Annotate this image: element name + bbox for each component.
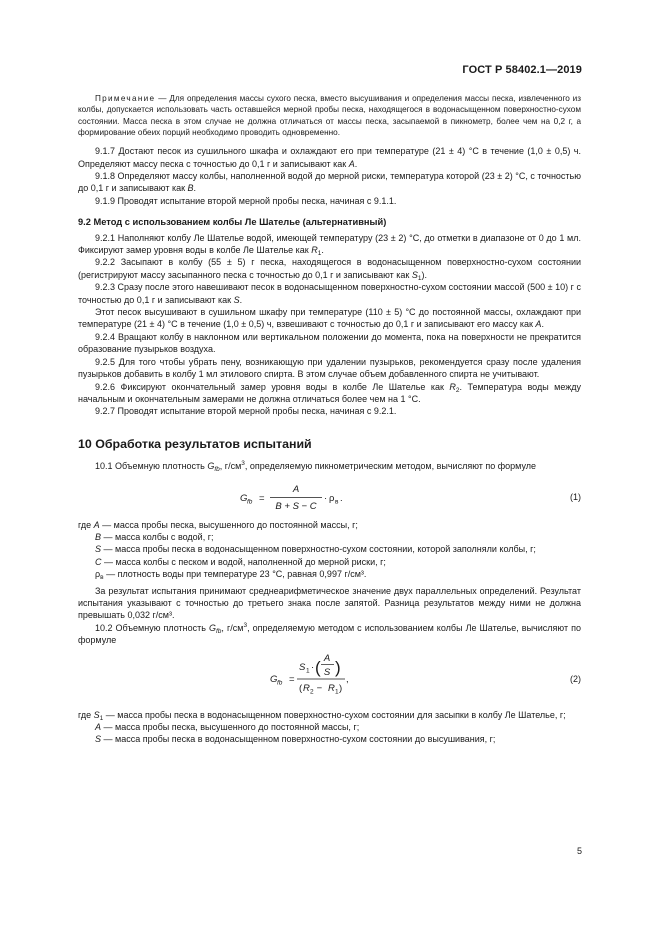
eq1-numerator: A [292,483,300,495]
def-1-s: S — масса пробы песка в водонасыщенном поверхностно-сухом состоянии, которой заполняли колбы, г; [95,544,536,555]
def-1-a: где A — масса пробы песка, высушенного до постоянной массы, г; [78,519,358,530]
eq2-lparen: ( [315,657,321,677]
def-1-c: C — масса колбы с песком и водой, наполненной до мерной риски, г; [95,556,386,567]
definitions-2 [78,709,581,746]
eq2-lhs-sub: fb [277,679,283,687]
eq1-rho: ρ [329,492,335,504]
eq2-dot: · [311,661,315,673]
def-2-s1: где $S_1$ — масса пробы песка в водонасыщенном поверхностно-сухом состоянии для засыпки в колбу Ле Шателье, г; [78,709,566,722]
eq2-inner-den: S [323,666,331,678]
eq2-r1: R [328,682,335,694]
def-2-a: A — масса пробы песка, высушенного до постоянной массы, г; [95,722,360,732]
clause-9-2-1: 9.2.1 Наполняют колбу Ле Шателье водой, имеющей температуру (23 ± 2) °С, до отметки в диапазоне от 0 до 1 мл. Фиксируют замер уровня воды в колбе Ле Шателье как $R_1$. [78,232,581,258]
eq2-r2-sub: 2 [310,688,314,696]
eq2-lhs-var: G [270,673,278,685]
formula-1-graphic [78,477,581,517]
formula-2 [78,649,581,705]
def-2-s: S — масса пробы песка в водонасыщенном поверхностно-сухом состоянии до высушивания, г; [95,734,496,745]
clause-9-2-4: 9.2.4 Вращают колбу в наклонном или вертикальном положении до момента, пока на поверхности не прекратится образование пузырьков воздуха. [78,331,581,355]
main-content [78,93,581,746]
eq2-inner-num: A [323,652,331,664]
formula-2-graphic [78,649,581,705]
eq2-s1-sub: 1 [306,667,310,675]
clause-9-2-7: 9.2.7 Проводят испытание второй мерной пробы песка, начиная с 9.2.1. [95,406,397,417]
formula-1 [78,477,581,517]
section-9-2-heading: 9.2 Метод с использованием колбы Ле Шателье (альтернативный) [78,217,387,228]
note-label: Примечание [95,94,156,103]
eq1-equals: = [259,492,265,504]
eq1-denominator: B + S − C [275,500,317,512]
document-code: ГОСТ Р 58402.1—2019 [462,64,582,76]
section-10-heading: 10 Обработка результатов испытаний [78,436,312,451]
eq1-tail: . [340,492,343,504]
formula-1-number: (1) [570,491,581,502]
eq2-den-rparen: ) [339,682,343,694]
eq2-r2: R [303,682,310,694]
eq1-multiply: · [324,492,328,504]
clause-9-2-2: 9.2.2 Засыпают в колбу (55 ± 5) г песка, находящегося в водонасыщенном поверхностно-сухом состоянии (регистрируют массу засыпанного песка с точностью до 0,1 г и записывают как $S_1$). [78,257,581,282]
clause-9-1-8: 9.1.8 Определяют массу колбы, наполненной водой до мерной риски, температура которой (23 ± 2) °С, с точностью до 0,1 г и записывают как B. [78,171,581,194]
clause-9-1-7: 9.1.7 Достают песок из сушильного шкафа и охлаждают его при температуре (21 ± 4) °С в течение (1,0 ± 0,5) ч. Определяют массу песка с точностью до 0,1 г и записывают как A. [78,146,581,169]
note-text: — Для определения массы сухого песка, вместо высушивания и определения массы песка, извлеченного из колбы, допускается использовать часть оставшейся мерной пробы песка, находящегося в водонасыщенном поверхностно-сухом состоянии. Масса песка в этом случае не должна отличаться от массы песка, засыпаемой в пикнометр, более чем на 0,2 г, а формирование обеих порций необходимо проводить одновременно. [78,94,581,137]
formula-2-number: (2) [570,673,581,684]
eq1-lhs-sub: fb [247,498,253,506]
eq2-rparen: ) [335,657,341,677]
result-paragraph: За результат испытания принимают среднеарифметическое значение двух параллельных определений. Результат испытания указывают с точностью до третьего знака после запятой. Разница результатов между ними не должна превышать 0,032 г/см³. [78,585,581,621]
note-paragraph [78,93,581,138]
eq2-minus: − [314,682,325,694]
clause-9-2-3: 9.2.3 Сразу после этого навешивают песок в водонасыщенном поверхностно-сухом состоянии массой (500 ± 10) г с точностью до 0,1 г и записывают как S. [78,282,581,305]
clause-9-2-3-cont: Этот песок высушивают в сушильном шкафу при температуре (110 ± 5) °С до постоянной массы, охлаждают при температуре (21 ± 4) °С в течение (1,0 ± 0,5) ч, взвешивают с точностью до 0,1 г и записывают его массу как A. [78,307,581,330]
def-1-b: B — масса колбы с водой, г; [95,531,214,542]
page-number: 5 [576,846,582,856]
definitions-1 [78,519,581,581]
eq1-rho-sub: в [335,498,339,506]
eq2-den-lparen: ( [299,682,303,694]
clause-9-1-9: 9.1.9 Проводят испытание второй мерной пробы песка, начиная с 9.1.1. [95,195,397,206]
clause-9-2-6: 9.2.6 Фиксируют окончательный замер уровня воды в колбе Ле Шателье как $R_2$. Температура воды между начальным и окончательным замерами не должна отличаться более чем на 1 °С. [78,381,581,404]
eq1-lhs-var: G [240,492,248,504]
eq2-s1: S [299,661,306,673]
eq2-tail: , [346,673,349,685]
eq2-r1-sub: 1 [335,688,339,696]
clause-10-1: 10.1 Объемную плотность $G_{fb}$, $г/см^3$, определяемую пикнометрическим методом, вычисляют по формуле [95,460,537,474]
clause-10-2: 10.2 Объемную плотность $G_{fb}$, $г/см^3$, определяемую методом с использованием колбы Ле Шателье, вычисляют по формуле [78,621,581,646]
def-1-rho: $\rho_в$ — плотность воды при температуре 23 °С, равная 0,997 г/см³. [95,569,367,582]
eq2-equals: = [289,673,295,685]
clause-9-2-5: 9.2.5 Для того чтобы убрать пену, возникающую при удалении пузырьков, рекомендуется сразу после удаления пузырьков добавить в колбу 1 мл этилового спирта. В этом случае объем добавленного спирта не учитывают. [78,356,581,380]
